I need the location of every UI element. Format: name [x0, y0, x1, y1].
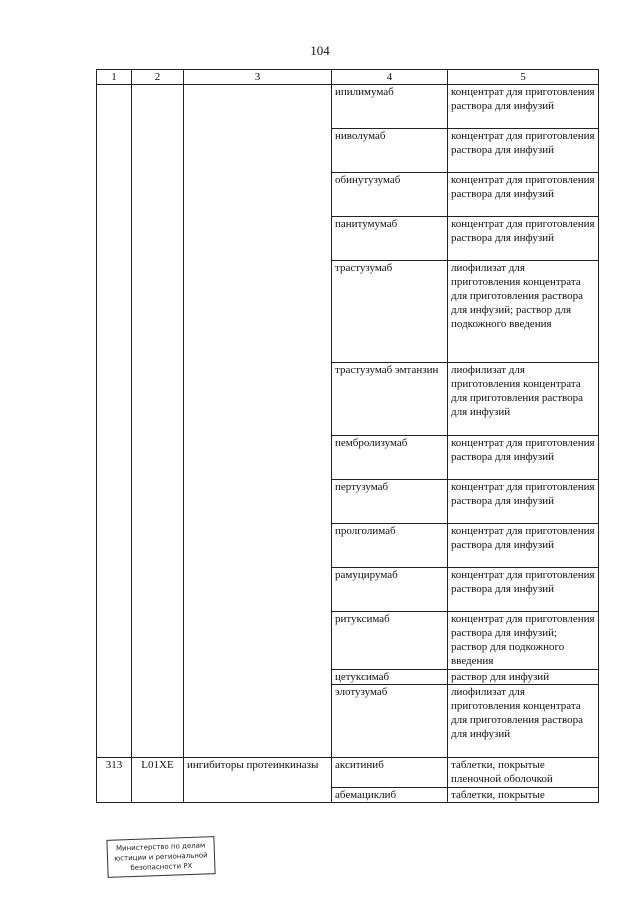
drug-name: пролголимаб [332, 524, 448, 568]
dosage-form: концентрат для приготовления раствора для инфузий; раствор для подкожного введения [448, 612, 599, 670]
dosage-form: лиофилизат для приготовления концентрата для приготовления раствора для инфузий [448, 363, 599, 436]
drug-name: пертузумаб [332, 480, 448, 524]
atc-code: L01XE [132, 758, 184, 803]
page-number: 104 [310, 43, 330, 58]
drug-name: ипилимумаб [332, 85, 448, 129]
dosage-form: раствор для инфузий [448, 670, 599, 685]
dosage-form: концентрат для приготовления раствора для инфузий [448, 217, 599, 261]
dosage-form: лиофилизат для приготовления концентрата для приготовления раствора для инфузий; раствор для подкожного введения [448, 261, 599, 363]
dosage-form: таблетки, покрытые пленочной оболочкой [448, 758, 599, 788]
header-col-3: 3 [184, 70, 332, 85]
header-col-2: 2 [132, 70, 184, 85]
dosage-form: концентрат для приготовления раствора для инфузий [448, 85, 599, 129]
drug-name: обинутузумаб [332, 173, 448, 217]
table-row [97, 758, 599, 788]
group-name: ингибиторы протеинкиназы [184, 758, 332, 803]
drug-name: цетуксимаб [332, 670, 448, 685]
drug-name: ритуксимаб [332, 612, 448, 670]
drug-name: панитумумаб [332, 217, 448, 261]
drug-name: пембролизумаб [332, 436, 448, 480]
dosage-form: лиофилизат для приготовления концентрата для приготовления раствора для инфузий [448, 685, 599, 758]
group-number: 313 [97, 758, 132, 803]
drug-name: ниволумаб [332, 129, 448, 173]
dosage-form: концентрат для приготовления раствора для инфузий [448, 436, 599, 480]
header-row [97, 70, 599, 85]
dosage-form: концентрат для приготовления раствора для инфузий [448, 480, 599, 524]
drug-name: элотузумаб [332, 685, 448, 758]
empty-cell [97, 85, 132, 758]
drug-name: рамуцирумаб [332, 568, 448, 612]
header-col-5: 5 [448, 70, 599, 85]
drug-name: акситиниб [332, 758, 448, 788]
drug-name: трастузумаб [332, 261, 448, 363]
ministry-stamp: Министерство по делам юстиции и региональной безопасности РХ [106, 836, 215, 878]
dosage-form: концентрат для приготовления раствора для инфузий [448, 129, 599, 173]
drug-table [96, 69, 599, 803]
drug-name: абемациклиб [332, 788, 448, 803]
dosage-form: таблетки, покрытые [448, 788, 599, 803]
header-col-1: 1 [97, 70, 132, 85]
table-row [97, 85, 599, 129]
empty-cell [132, 85, 184, 758]
dosage-form: концентрат для приготовления раствора для инфузий [448, 524, 599, 568]
dosage-form: концентрат для приготовления раствора для инфузий [448, 568, 599, 612]
empty-cell [184, 85, 332, 758]
dosage-form: концентрат для приготовления раствора для инфузий [448, 173, 599, 217]
header-col-4: 4 [332, 70, 448, 85]
drug-name: трастузумаб эмтанзин [332, 363, 448, 436]
